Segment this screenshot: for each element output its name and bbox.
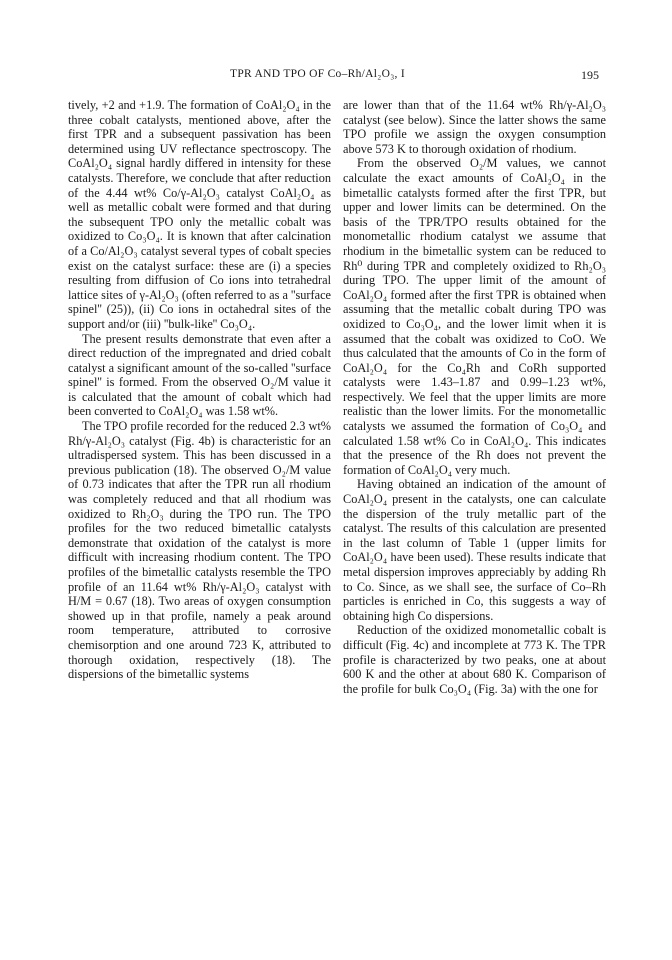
paragraph: are lower than that of the 11.64 wt% Rh/γ-Al₂O₃ catalyst (see below). Since the latter shows the same TPO profile we assign the oxygen consumption above 573 K to thorough oxidation of rhodium. [343, 98, 606, 156]
paragraph: From the observed O₂/M values, we cannot calculate the exact amounts of CoAl₂O₄ in the bimetallic catalysts formed after the first TPR, but upper and lower limits can be determined. On the basis of the TPR/TPO results obtained for the monometallic rhodium catalyst we assume that rhodium in the bimetallic system can be reduced to Rh⁰ during TPR and completely oxidized to Rh₂O₃ during TPO. The upper limit of the amount of CoAl₂O₄ formed after the first TPR is obtained when assuming that the metallic cobalt during TPO was oxidized to Co₃O₄, and the lower limit when it is assumed that the cobalt was oxidized to CoO. We thus calculated that the amounts of Co in the form of CoAl₂O₄ for the Co₄Rh and CoRh supported catalysts were 1.43–1.87 and 0.99–1.23 wt%, respectively. We feel that the upper limits are more realistic than the lower limits. For the monometallic catalysts we assumed the formation of Co₃O₄ and calculated 1.58 wt% Co in CoAl₂O₄. This indicates that the presence of the Rh does not prevent the formation of CoAl₂O₄ very much. [343, 156, 606, 477]
paragraph: Reduction of the oxidized monometallic cobalt is difficult (Fig. 4c) and incomplete at 773 K. The TPR profile is characterized by two peaks, one at about 600 K and the other at about 680 K. Comparison of the profile for bulk Co₃O₄ (Fig. 3a) with the one for [343, 623, 606, 696]
running-head: TPR AND TPO OF Co–Rh/Al₂O₃, I [230, 68, 405, 80]
paragraph: tively, +2 and +1.9. The formation of CoAl₂O₄ in the three cobalt catalysts, mentioned above, after the first TPR and a subsequent passivation has been determined using UV reflectance spectroscopy. The CoAl₂O₄ signal hardly differed in intensity for these catalysts. Therefore, we conclude that after reduction of the 4.44 wt% Co/γ-Al₂O₃ catalyst CoAl₂O₄ as well as metallic cobalt were formed and that during the subsequent TPO only the metallic cobalt was oxidized to Co₃O₄. It is known that after calcination of a Co/Al₂O₃ catalyst several types of cobalt species exist on the catalyst surface: these are (i) a species resulting from diffusion of Co ions into tetrahedral lattice sites of γ-Al₂O₃ (often referred to as a ''surface spinel'' (25)), (ii) Co ions in octahedral sites of the support and/or (iii) ''bulk-like'' Co₃O₄. [68, 98, 331, 331]
page-number: 195 [581, 68, 599, 82]
page-header [0, 68, 672, 88]
left-column [68, 98, 331, 682]
right-column [343, 98, 606, 696]
paragraph: The TPO profile recorded for the reduced 2.3 wt% Rh/γ-Al₂O₃ catalyst (Fig. 4b) is characteristic for an ultradispersed system. This has been discussed in a previous publication (18). The observed O₂/M value of 0.73 indicates that after the TPR run all rhodium was completely reduced and that all rhodium was oxidized to Rh₂O₃ during the TPO run. The TPO profiles for the two reduced bimetallic catalysts demonstrate that oxidation of the catalyst is more difficult with increasing rhodium content. The TPO profiles of the bimetallic catalysts resemble the TPO profile of an 11.64 wt% Rh/γ-Al₂O₃ catalyst with H/M = 0.67 (18). Two areas of oxygen consumption showed up in that profile, namely a peak around room temperature, attributed to corrosive chemisorption and one around 723 K, attributed to thorough oxidation, respectively (18). The dispersions of the bimetallic systems [68, 419, 331, 682]
paragraph: The present results demonstrate that even after a direct reduction of the impregnated and dried cobalt catalyst a significant amount of the so-called ''surface spinel'' is formed. From the observed O₂/M value it is calculated that the amount of cobalt which had been converted to CoAl₂O₄ was 1.58 wt%. [68, 331, 331, 419]
paragraph: Having obtained an indication of the amount of CoAl₂O₄ present in the catalysts, one can calculate the dispersion of the truly metallic part of the catalyst. The results of this calculation are presented in the last column of Table 1 (upper limits for CoAl₂O₄ have been used). These results indicate that metal dispersion improves appreciably by adding Rh to Co. Since, as we shall see, the surface of Co–Rh particles is enriched in Co, this suggests a way of obtaining high Co dispersions. [343, 477, 606, 623]
